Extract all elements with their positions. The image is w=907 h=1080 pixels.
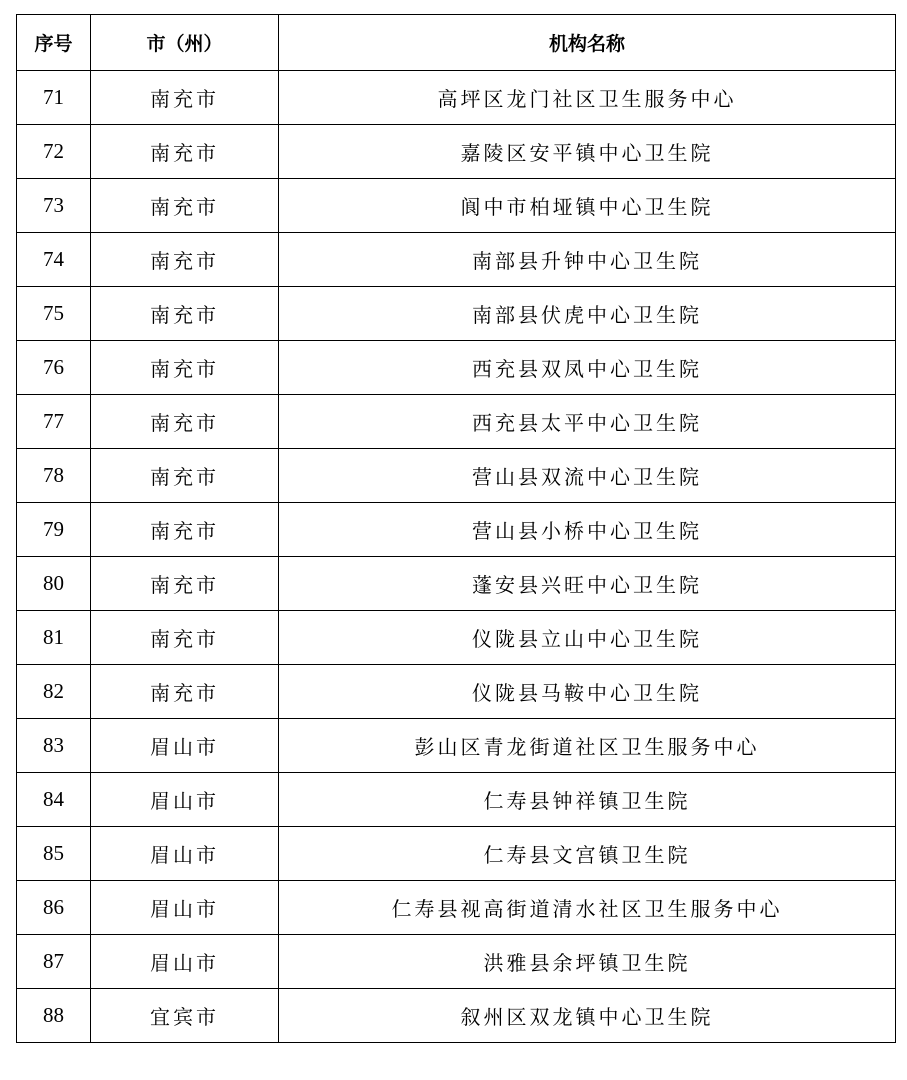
city-cell: 宜宾市 [91, 989, 279, 1043]
header-serial-number: 序号 [17, 15, 91, 71]
serial-number-cell: 72 [17, 125, 91, 179]
serial-number-cell: 76 [17, 341, 91, 395]
header-city: 市（州） [91, 15, 279, 71]
table-row [17, 395, 896, 449]
city-cell: 南充市 [91, 557, 279, 611]
institution-name-cell: 营山县双流中心卫生院 [279, 449, 896, 503]
table-row [17, 989, 896, 1043]
table-header-row [17, 15, 896, 71]
serial-number-cell: 85 [17, 827, 91, 881]
city-cell: 南充市 [91, 449, 279, 503]
table-row [17, 557, 896, 611]
city-cell: 南充市 [91, 611, 279, 665]
city-cell: 眉山市 [91, 881, 279, 935]
institution-name-cell: 南部县伏虎中心卫生院 [279, 287, 896, 341]
serial-number-cell: 88 [17, 989, 91, 1043]
city-cell: 南充市 [91, 503, 279, 557]
institution-name-cell: 叙州区双龙镇中心卫生院 [279, 989, 896, 1043]
institution-name-cell: 嘉陵区安平镇中心卫生院 [279, 125, 896, 179]
table-row [17, 503, 896, 557]
institution-name-cell: 仪陇县立山中心卫生院 [279, 611, 896, 665]
serial-number-cell: 82 [17, 665, 91, 719]
header-institution-name: 机构名称 [279, 15, 896, 71]
city-cell: 南充市 [91, 395, 279, 449]
institution-name-cell: 仁寿县钟祥镇卫生院 [279, 773, 896, 827]
city-cell: 南充市 [91, 287, 279, 341]
city-cell: 眉山市 [91, 827, 279, 881]
institution-name-cell: 洪雅县余坪镇卫生院 [279, 935, 896, 989]
institution-table [16, 14, 896, 1043]
city-cell: 眉山市 [91, 719, 279, 773]
city-cell: 南充市 [91, 125, 279, 179]
institution-name-cell: 仁寿县视高街道清水社区卫生服务中心 [279, 881, 896, 935]
table-row [17, 125, 896, 179]
city-cell: 眉山市 [91, 773, 279, 827]
city-cell: 南充市 [91, 341, 279, 395]
table-row [17, 233, 896, 287]
table-row [17, 449, 896, 503]
institution-name-cell: 西充县双凤中心卫生院 [279, 341, 896, 395]
serial-number-cell: 87 [17, 935, 91, 989]
serial-number-cell: 73 [17, 179, 91, 233]
table-row [17, 71, 896, 125]
institution-name-cell: 营山县小桥中心卫生院 [279, 503, 896, 557]
table-row [17, 719, 896, 773]
institution-name-cell: 仪陇县马鞍中心卫生院 [279, 665, 896, 719]
serial-number-cell: 74 [17, 233, 91, 287]
table-row [17, 773, 896, 827]
institution-name-cell: 高坪区龙门社区卫生服务中心 [279, 71, 896, 125]
institution-name-cell: 西充县太平中心卫生院 [279, 395, 896, 449]
serial-number-cell: 78 [17, 449, 91, 503]
table-row [17, 881, 896, 935]
table-row [17, 287, 896, 341]
institution-name-cell: 阆中市柏垭镇中心卫生院 [279, 179, 896, 233]
institution-name-cell: 仁寿县文宫镇卫生院 [279, 827, 896, 881]
serial-number-cell: 80 [17, 557, 91, 611]
table-row [17, 179, 896, 233]
table-row [17, 341, 896, 395]
table-row [17, 827, 896, 881]
institution-name-cell: 彭山区青龙街道社区卫生服务中心 [279, 719, 896, 773]
table-body [17, 71, 896, 1043]
serial-number-cell: 77 [17, 395, 91, 449]
serial-number-cell: 81 [17, 611, 91, 665]
serial-number-cell: 83 [17, 719, 91, 773]
serial-number-cell: 84 [17, 773, 91, 827]
city-cell: 南充市 [91, 233, 279, 287]
serial-number-cell: 75 [17, 287, 91, 341]
city-cell: 眉山市 [91, 935, 279, 989]
table-row [17, 935, 896, 989]
city-cell: 南充市 [91, 179, 279, 233]
institution-name-cell: 蓬安县兴旺中心卫生院 [279, 557, 896, 611]
serial-number-cell: 79 [17, 503, 91, 557]
institution-name-cell: 南部县升钟中心卫生院 [279, 233, 896, 287]
table-row [17, 665, 896, 719]
serial-number-cell: 71 [17, 71, 91, 125]
city-cell: 南充市 [91, 665, 279, 719]
table-row [17, 611, 896, 665]
serial-number-cell: 86 [17, 881, 91, 935]
city-cell: 南充市 [91, 71, 279, 125]
